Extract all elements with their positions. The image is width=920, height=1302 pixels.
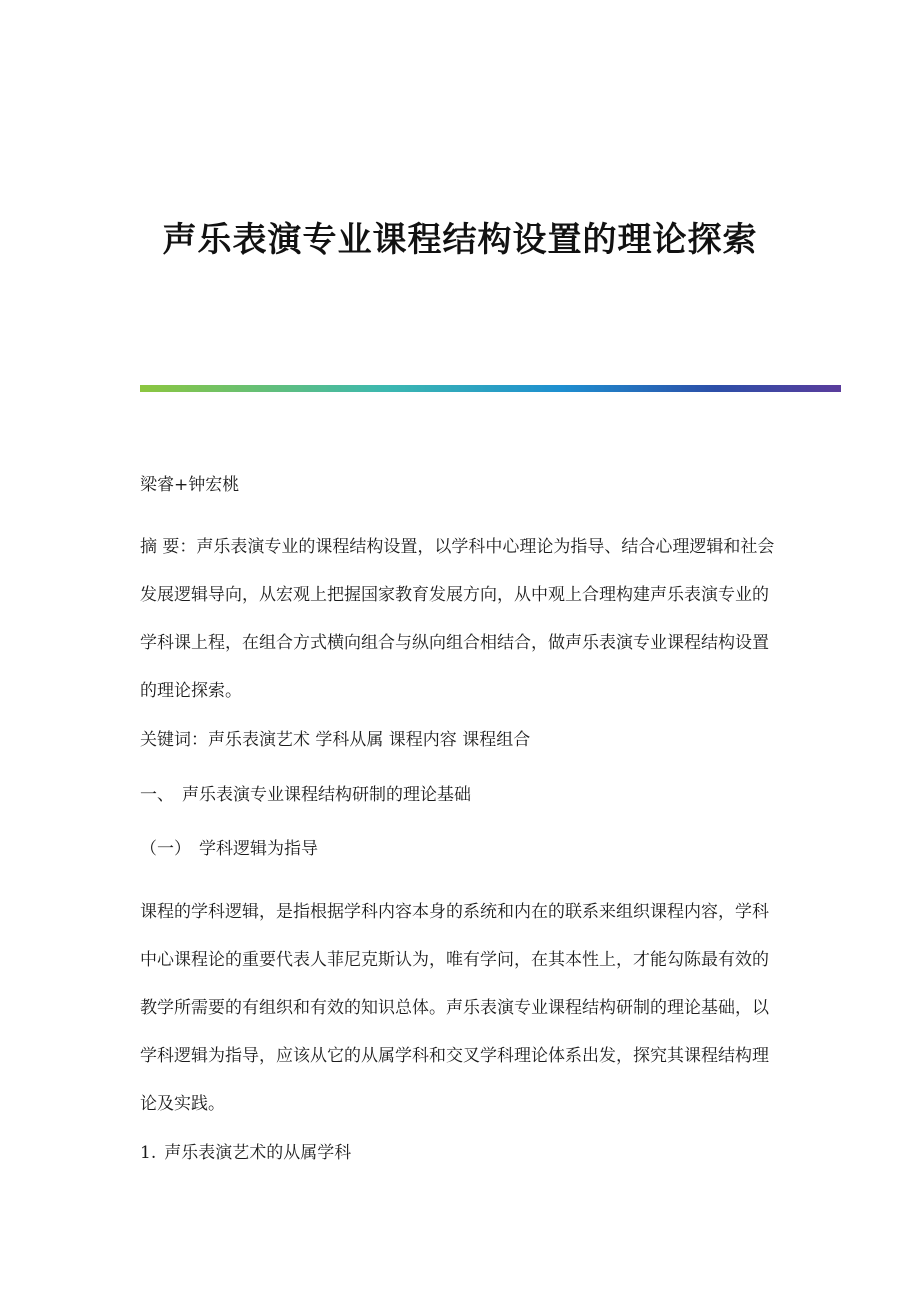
section-number: 一、 (140, 785, 174, 805)
section-heading (140, 780, 780, 810)
gradient-divider (140, 385, 841, 392)
authors: 梁睿+钟宏桃 (140, 475, 240, 495)
body-paragraph: 课程的学科逻辑，是指根据学科内容本身的系统和内在的联系来组织课程内容，学科中心课程论的重要代表人菲尼克斯认为，唯有学问，在其本性上，才能勾陈最有效的教学所需要的有组织和有效的知识总体。声乐表演专业课程结构研制的理论基础，以学科逻辑为指导，应该从它的从属学科和交叉学科理论体系出发，探究其课程结构理论及实践。 (140, 902, 769, 1114)
list-item-number: 1. (140, 1143, 157, 1163)
abstract (140, 523, 780, 715)
list-item-title: 声乐表演艺术的从属学科 (164, 1143, 352, 1163)
subsection-heading (140, 834, 780, 864)
keywords (140, 725, 780, 755)
keywords-list: 声乐表演艺术 学科从属 课程内容 课程组合 (208, 730, 531, 750)
abstract-text: 声乐表演专业的课程结构设置，以学科中心理论为指导、结合心理逻辑和社会发展逻辑导向，从宏观上把握国家教育发展方向，从中观上合理构建声乐表演专业的学科课上程，在组合方式横向组合与纵向组合相结合，做声乐表演专业课程结构设置的理论探索。 (140, 537, 775, 701)
abstract-label: 摘 要： (140, 537, 197, 557)
document-title: 声乐表演专业课程结构设置的理论探索 (162, 220, 758, 260)
list-item-heading (140, 1138, 780, 1168)
keywords-label: 关键词： (140, 730, 208, 750)
subsection-title: 学科逻辑为指导 (199, 839, 318, 859)
subsection-number: （一） (140, 839, 191, 859)
section-title: 声乐表演专业课程结构研制的理论基础 (182, 785, 471, 805)
